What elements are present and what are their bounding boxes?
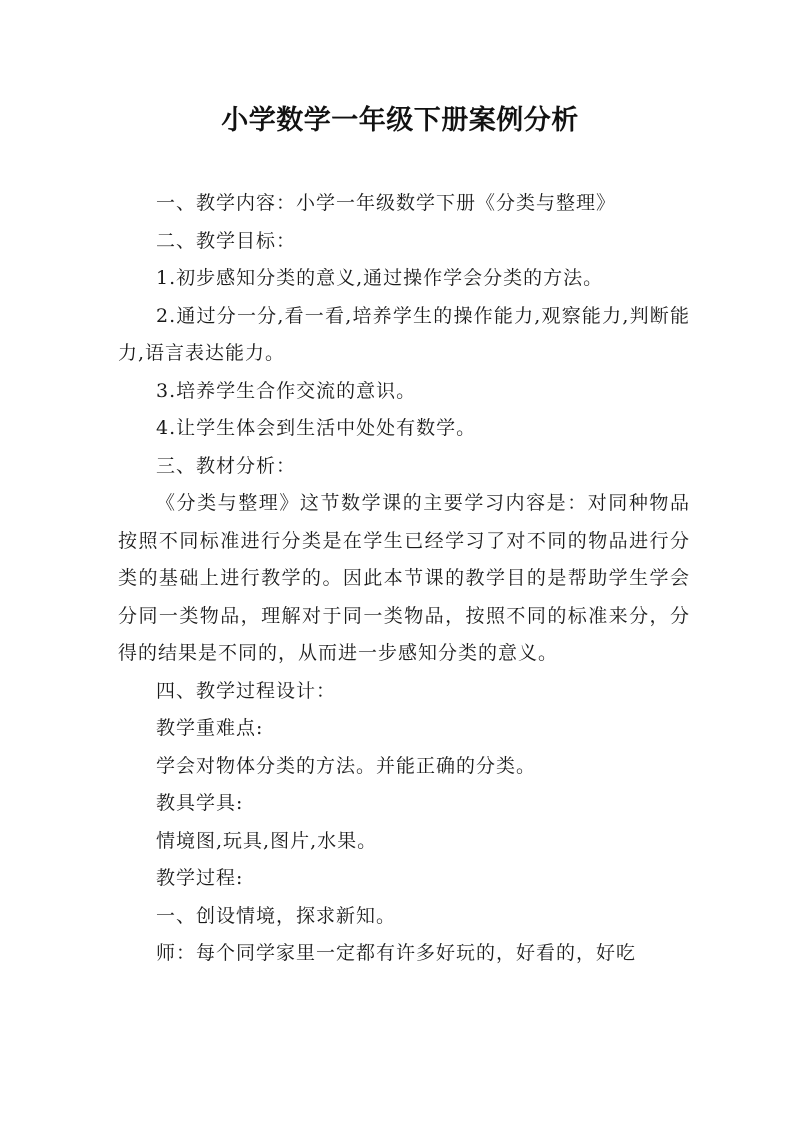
paragraph-teacher-line: 师：每个同学家里一定都有许多好玩的，好看的，好吃	[156, 942, 637, 964]
paragraph-key-points-heading: 教学重难点:	[156, 717, 264, 739]
paragraph-aids-heading: 教具学具:	[156, 792, 244, 814]
document-title: 小学数学一年级下册案例分析	[221, 105, 579, 136]
paragraph-step-1: 一、创设情境，探求新知。	[156, 904, 397, 927]
paragraph-key-points: 学会对物体分类的方法。并能正确的分类。	[156, 754, 537, 777]
paragraph-goal-3: 3.培养学生合作交流的意识。	[156, 379, 417, 402]
paragraph-material-heading: 三、教材分析：	[156, 454, 297, 477]
paragraph-material-analysis: 《分类与整理》这节数学课的主要学习内容是：对同种物品按照不同标准进行分类是在学生已经学习了对不同的物品进行分类的基础上进行教学的。因此本节课的教学目的是帮助学生学会分同一类物品，理解对于同一类物品，按照不同的标准来分，分得的结果是不同的，从而进一步感知分类的意义。	[118, 492, 690, 664]
paragraph-goal-4: 4.让学生体会到生活中处处有数学。	[156, 417, 477, 439]
document-body	[118, 185, 690, 973]
paragraph-procedure-heading: 教学过程:	[156, 867, 244, 889]
paragraph-teaching-content: 一、教学内容：小学一年级数学下册《分类与整理》	[156, 192, 617, 214]
paragraph-process-heading: 四、教学过程设计：	[156, 679, 337, 702]
paragraph-goals-heading: 二、教学目标：	[156, 229, 297, 252]
paragraph-aids: 情境图,玩具,图片,水果。	[156, 829, 378, 852]
paragraph-goal-2: 2.通过分一分,看一看,培养学生的操作能力,观察能力,判断能力,语言表达能力。	[118, 304, 690, 364]
paragraph-goal-1: 1.初步感知分类的意义,通过操作学会分类的方法。	[156, 267, 604, 289]
